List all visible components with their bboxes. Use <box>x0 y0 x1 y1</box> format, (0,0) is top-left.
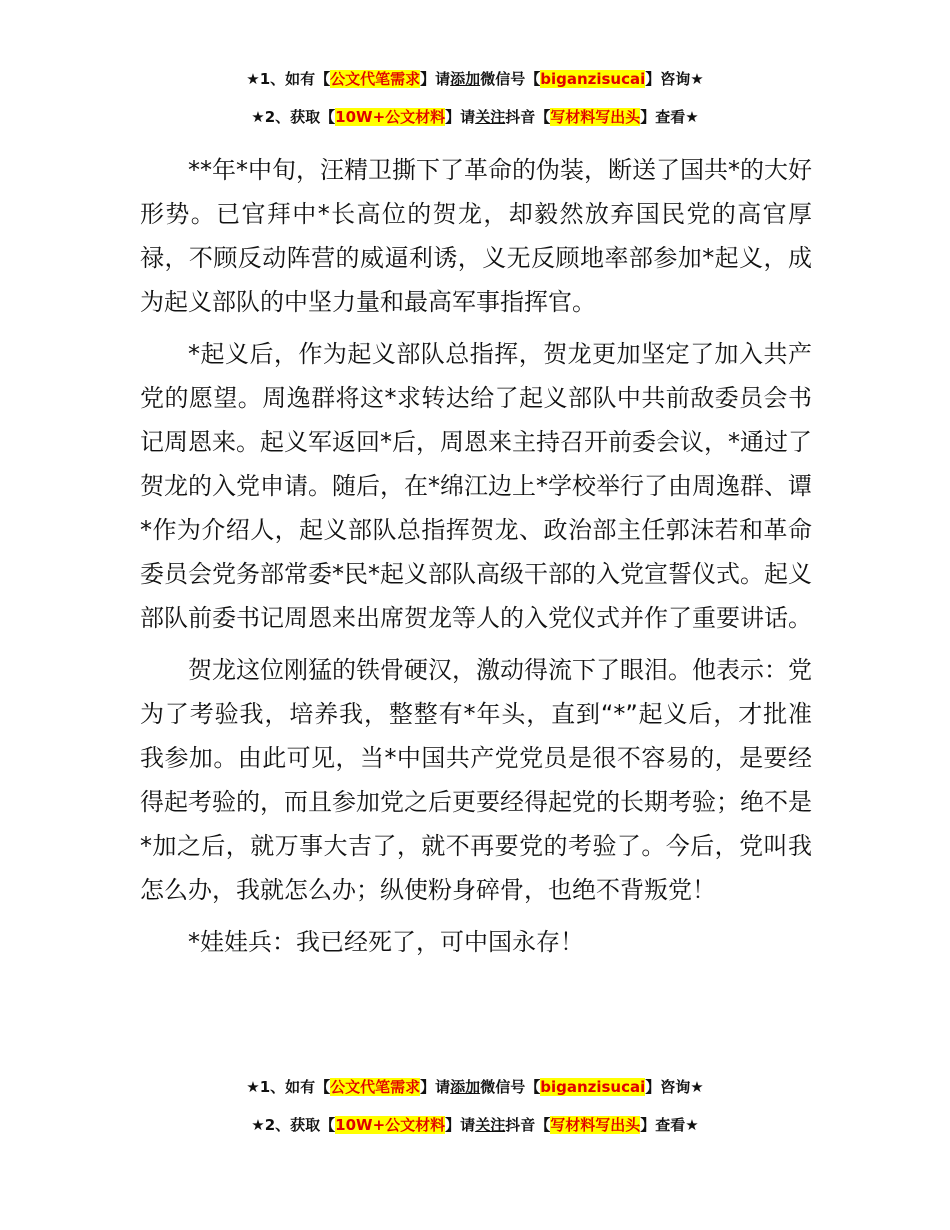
highlight-wechat-id: biganzisucai <box>540 70 646 88</box>
promo-underlined-text: 添加 <box>450 1078 481 1096</box>
highlight-service: 公文代笔需求 <box>330 1078 421 1096</box>
highlight-wechat-id: biganzisucai <box>540 1078 646 1096</box>
footer-promo-line-1 <box>0 1076 950 1098</box>
star-icon: ★ <box>685 108 699 126</box>
promo-text: 】请 <box>420 1078 451 1096</box>
promo-underlined-text: 关注 <box>475 108 506 126</box>
promo-prefix: 1、如有【 <box>259 1078 331 1096</box>
promo-text: 】请 <box>420 70 451 88</box>
promo-underlined-text: 关注 <box>475 1116 506 1134</box>
highlight-materials: 10W+公文材料 <box>335 108 446 126</box>
promo-underlined-text: 添加 <box>450 70 481 88</box>
footer-promo-line-2 <box>0 1114 950 1136</box>
promo-suffix: 】咨询 <box>645 1078 691 1096</box>
paragraph-1: **年*中旬，汪精卫撕下了革命的伪装，断送了国共*的大好形势。已官拜中*长高位的贺龙，却毅然放弃国民党的高官厚禄，不顾反动阵营的威逼利诱，义无反顾地率部参加*起义，成为起义部队的中坚力量和最高军事指挥官。 <box>140 156 812 316</box>
promo-prefix: 1、如有【 <box>259 70 331 88</box>
highlight-douyin-account: 写材料写出头 <box>550 1116 641 1134</box>
promo-text: 】请 <box>445 1116 476 1134</box>
paragraph-3: 贺龙这位刚猛的铁骨硬汉，激动得流下了眼泪。他表示：党为了考验我，培养我，整整有*年头，直到“*”起义后，才批准我参加。由此可见，当*中国共产党党员是很不容易的，是要经得起考验的，而且参加党之后更要经得起党的长期考验；绝不是*加之后，就万事大吉了，就不再要党的考验了。今后，党叫我怎么办，我就怎么办；纵使粉身碎骨，也绝不背叛党！ <box>140 656 812 904</box>
promo-suffix: 】咨询 <box>645 70 691 88</box>
header-promo-line-1 <box>0 68 950 90</box>
promo-prefix: 2、获取【 <box>264 108 336 126</box>
promo-text: 微信号【 <box>480 1078 541 1096</box>
promo-suffix: 】查看 <box>640 1116 686 1134</box>
document-body <box>140 148 812 972</box>
promo-suffix: 】查看 <box>640 108 686 126</box>
star-icon: ★ <box>251 108 265 126</box>
highlight-service: 公文代笔需求 <box>330 70 421 88</box>
star-icon: ★ <box>685 1116 699 1134</box>
promo-text: 抖音【 <box>505 108 551 126</box>
star-icon: ★ <box>246 1078 260 1096</box>
star-icon: ★ <box>251 1116 265 1134</box>
highlight-materials: 10W+公文材料 <box>335 1116 446 1134</box>
highlight-douyin-account: 写材料写出头 <box>550 108 641 126</box>
star-icon: ★ <box>690 70 704 88</box>
paragraph-2: *起义后，作为起义部队总指挥，贺龙更加坚定了加入共产党的愿望。周逸群将这*求转达给了起义部队中共前敌委员会书记周恩来。起义军返回*后，周恩来主持召开前委会议，*通过了贺龙的入党申请。随后，在*绵江边上*学校举行了由周逸群、谭*作为介绍人，起义部队总指挥贺龙、政治部主任郭沫若和革命委员会党务部常委*民*起义部队高级干部的入党宣誓仪式。起义部队前委书记周恩来出席贺龙等人的入党仪式并作了重要讲话。 <box>140 340 812 632</box>
promo-text: 】请 <box>445 108 476 126</box>
promo-text: 微信号【 <box>480 70 541 88</box>
promo-text: 抖音【 <box>505 1116 551 1134</box>
paragraph-4: *娃娃兵：我已经死了，可中国永存！ <box>188 928 584 956</box>
promo-prefix: 2、获取【 <box>264 1116 336 1134</box>
star-icon: ★ <box>690 1078 704 1096</box>
header-promo-line-2 <box>0 106 950 128</box>
star-icon: ★ <box>246 70 260 88</box>
